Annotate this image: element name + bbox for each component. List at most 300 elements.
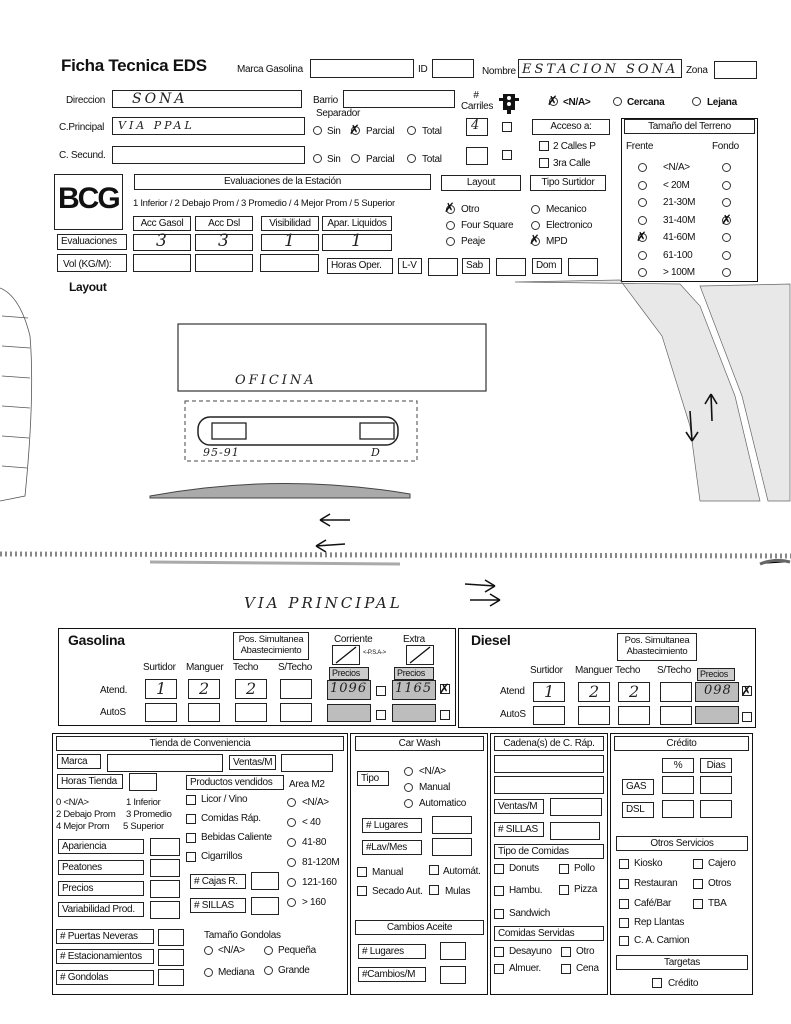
area-3-radio[interactable] <box>287 858 296 867</box>
carwash-title: Car Wash <box>355 736 484 751</box>
terreno-option-label: 31-40M <box>663 214 696 226</box>
carwash-secado-check[interactable] <box>357 886 367 896</box>
diesel-atend-value: 1 <box>544 682 558 701</box>
nombre-label: Nombre <box>482 66 516 77</box>
diesel-autos-s-techo[interactable] <box>660 706 692 725</box>
area-4-radio[interactable] <box>287 878 296 887</box>
vol-field-3[interactable] <box>195 254 253 272</box>
servida-almuer-label: Almuer. <box>509 963 541 974</box>
precio-extra-mark: ✗ <box>439 682 450 697</box>
cadena-title: Cadena(s) de C. Ráp. <box>494 736 604 751</box>
area-0-radio[interactable] <box>287 798 296 807</box>
gasolina-autos-techo[interactable] <box>235 703 267 722</box>
rating-variabilidad-prod-field[interactable] <box>150 901 180 919</box>
carriles-secundaria-check[interactable] <box>502 150 512 160</box>
lejana-label: Lejana <box>707 97 737 108</box>
cajas-label: # Cajas R. <box>190 874 246 889</box>
puertas-field[interactable] <box>158 929 184 946</box>
rating-peatones-field[interactable] <box>150 859 180 877</box>
frente-radio-0[interactable] <box>638 163 647 172</box>
comidas-servidas-title: Comidas Servidas <box>494 926 604 941</box>
carwash-lav-label: #Lav/Mes <box>362 840 422 855</box>
surtidor-electronico-label: Electronico <box>546 220 593 231</box>
fondo-radio-1[interactable] <box>722 181 731 190</box>
frente-radio-5[interactable] <box>638 251 647 260</box>
area-4-label: 121-160 <box>302 877 337 888</box>
eval-col-apar-liquidos: Apar. Liquidos <box>322 216 392 231</box>
producto-comidas-r-p-label: Comidas Ráp. <box>201 813 261 824</box>
servicio-rep-llantas-label: Rep Llantas <box>634 917 685 928</box>
comida-pizza-label: Pizza <box>574 884 597 895</box>
carwash-manual-label: Manual <box>372 867 403 878</box>
zona-field[interactable] <box>714 61 757 79</box>
servicio-kiosko-check[interactable] <box>619 859 629 869</box>
producto-cigarrillos-label: Cigarrillos <box>201 851 243 862</box>
credito-title: Crédito <box>614 736 749 751</box>
direccion-label: Direccion <box>66 95 105 106</box>
cadena-sillas-field[interactable] <box>550 822 600 840</box>
diesel-autos-techo[interactable] <box>618 706 650 725</box>
cadena-field-2[interactable] <box>494 776 604 794</box>
tarjeta-credito-label: Crédito <box>668 978 699 989</box>
tienda-horas-field[interactable] <box>129 773 157 791</box>
sillas-tienda-field[interactable] <box>251 897 279 915</box>
gondolas-label: # Gondolas <box>56 970 154 985</box>
carwash-secado-label: Secado Aut. <box>372 886 423 897</box>
servida-desayuno-check[interactable] <box>494 947 504 957</box>
eval-col-acc-gasol: Acc Gasol <box>133 216 191 231</box>
surtidor-electronico-radio[interactable] <box>531 221 540 230</box>
gasolina-autos-manguer[interactable] <box>188 703 220 722</box>
carwash-manual-check[interactable] <box>357 867 367 877</box>
vol-field-2[interactable] <box>133 254 191 272</box>
carwash-mulas-label: Mulas <box>445 886 471 897</box>
frente-label: Frente <box>626 141 654 152</box>
secundaria-sin-radio[interactable] <box>313 154 322 163</box>
vol-field-1[interactable] <box>57 254 127 272</box>
gasolina-title: Gasolina <box>68 632 125 648</box>
sillas-tienda-label: # SILLAS <box>190 898 246 913</box>
servicio-otros-check[interactable] <box>693 879 703 889</box>
rating-apariencia-label: Apariencia <box>58 839 144 854</box>
credito-gas-pct[interactable] <box>662 776 694 794</box>
servida-desayuno-label: Desayuno <box>509 946 552 957</box>
comida-pizza-check[interactable] <box>559 885 569 895</box>
tamano-mediana-label: Mediana <box>218 967 255 978</box>
eval-value-acc-gasol: 3 <box>156 231 170 251</box>
gasolina-col-techo: Techo <box>233 662 259 673</box>
precio-corriente-autos[interactable] <box>327 704 371 722</box>
diesel-precio-mark: ✗ <box>741 684 752 699</box>
gondolas-field[interactable] <box>158 969 184 986</box>
surtidor-mecanico-radio[interactable] <box>531 205 540 214</box>
secundaria-field[interactable] <box>112 146 305 164</box>
comida-sandwich-check[interactable] <box>494 909 504 919</box>
road-line <box>0 554 791 556</box>
diesel-col-s-techo: S/Techo <box>657 665 692 676</box>
precio-extra-autos-check[interactable] <box>440 710 450 720</box>
puertas-label: # Puertas Neveras <box>56 929 154 944</box>
evaluaciones-legend: 1 Inferior / 2 Debajo Prom / 3 Promedio / 4 Mejor Prom / 5 Superior <box>133 198 395 209</box>
precio-extra-label: Precios <box>394 667 434 680</box>
layout-four-square-label: Four Square <box>461 220 514 231</box>
secundaria-total-radio[interactable] <box>407 154 416 163</box>
diesel-pos-label: Pos. Simultanea Abastecimiento <box>617 633 697 661</box>
separador-label: Separador <box>316 108 360 119</box>
cadena-field-1[interactable] <box>494 755 604 773</box>
secundaria-sin-label: Sin <box>327 154 341 165</box>
bcg-logo: BCG <box>58 182 119 215</box>
sketch-title: Layout <box>69 280 107 294</box>
gasolina-atend-label: Atend. <box>100 685 128 696</box>
diesel-col-surtidor: Surtidor <box>530 665 563 676</box>
carwash-mulas-check[interactable] <box>429 885 439 895</box>
gasolina-atend-value: 2 <box>246 679 260 698</box>
marca-field[interactable] <box>310 59 414 78</box>
pump-right-label: D <box>371 446 383 459</box>
diesel-atend-label: Atend <box>500 686 525 697</box>
carwash-tipo-automatico-radio[interactable] <box>404 799 413 808</box>
scale-label-0: 0 <N/A> <box>56 797 89 808</box>
layout-otro-mark: ✗ <box>444 201 455 216</box>
diesel-atend-value: 2 <box>629 682 643 701</box>
evaluaciones-row-label: Evaluaciones <box>57 234 127 250</box>
sab-field[interactable] <box>496 258 526 276</box>
precio-corriente-value: 1096 <box>330 681 368 696</box>
servicio-tba-label: TBA <box>708 898 727 909</box>
terreno-option-label: 41-60M <box>663 232 696 243</box>
vol-label: Vol (KG/M): <box>63 259 112 270</box>
corriente-slash-icon <box>332 645 360 665</box>
dom-field[interactable] <box>568 258 598 276</box>
principal-sin-radio[interactable] <box>313 126 322 135</box>
credito-gas-dias[interactable] <box>700 776 732 794</box>
carwash-tipo-n-a-label: <N/A> <box>419 766 446 777</box>
fondo-radio-4[interactable] <box>722 233 731 242</box>
rating-precios-field[interactable] <box>150 880 180 898</box>
sab-label: Sab <box>462 258 490 274</box>
carwash-tipo-label: Tipo <box>357 771 389 786</box>
area-2-label: 41-80 <box>302 837 327 848</box>
cadena-sillas-label: # SILLAS <box>494 822 544 837</box>
targetas-title: Targetas <box>616 955 748 970</box>
secundaria-parcial-radio[interactable] <box>351 154 360 163</box>
comida-donuts-label: Donuts <box>509 863 539 874</box>
credito-dsl-pct[interactable] <box>662 800 694 818</box>
pump-island <box>198 417 398 445</box>
tamano-grande-radio[interactable] <box>264 966 273 975</box>
tercera-calle-check[interactable] <box>539 158 549 168</box>
tienda-ventas-field[interactable] <box>281 754 333 772</box>
tamano-n-a-radio[interactable] <box>204 946 213 955</box>
rating-apariencia-field[interactable] <box>150 838 180 856</box>
traffic-light-icon <box>497 92 521 114</box>
tamano-peque-a-radio[interactable] <box>264 946 273 955</box>
producto-bebidas-caliente-label: Bebidas Caliente <box>201 832 272 843</box>
eval-col-acc-dsl: Acc Dsl <box>195 216 253 231</box>
producto-comidas-r-p-check[interactable] <box>186 814 196 824</box>
terreno-option-label: 21-30M <box>663 197 696 208</box>
comida-pollo-label: Pollo <box>574 863 595 874</box>
cambios-mes-field[interactable] <box>440 966 466 984</box>
carwash-lugares-label: # Lugares <box>362 818 422 833</box>
area-label: Area M2 <box>289 779 325 790</box>
carwash-tipo-manual-radio[interactable] <box>404 783 413 792</box>
scale-label-3: 3 Promedio <box>126 809 172 820</box>
dom-label: Dom <box>532 258 562 274</box>
precio-corriente-autos-check[interactable] <box>376 710 386 720</box>
area-1-radio[interactable] <box>287 818 296 827</box>
credito-pct-label: % <box>662 758 694 773</box>
distance-na-label: <N/A> <box>563 97 591 108</box>
terreno-option-label: > 100M <box>663 267 695 278</box>
direccion-value: SONA <box>132 91 188 107</box>
carwash-automat-check[interactable] <box>429 865 439 875</box>
terreno-option-label: 61-100 <box>663 249 693 261</box>
gasolina-autos-surtidor[interactable] <box>145 703 177 722</box>
cambios-lugares-field[interactable] <box>440 942 466 960</box>
scale-label-2: 2 Debajo Prom <box>56 809 116 820</box>
area-5-radio[interactable] <box>287 898 296 907</box>
gasolina-autos-s-techo[interactable] <box>280 703 312 722</box>
fondo-radio-5[interactable] <box>722 251 731 260</box>
fondo-mark: ✗ <box>721 213 732 228</box>
diesel-col-manguer: Manguer <box>575 665 613 676</box>
servicio-c-a-camion-check[interactable] <box>619 936 629 946</box>
frente-radio-1[interactable] <box>638 181 647 190</box>
estacionamientos-field[interactable] <box>158 949 184 966</box>
precio-corriente-check[interactable] <box>376 686 386 696</box>
comida-sandwich-label: Sandwich <box>509 908 550 919</box>
extra-slash-icon <box>406 645 434 665</box>
carwash-lav-field[interactable] <box>432 838 472 856</box>
carwash-tipo-manual-label: Manual <box>419 782 450 793</box>
cambios-mes-label: #Cambios/M <box>358 967 426 982</box>
psa-label: <-P.S.A-> <box>363 650 386 656</box>
servicio-c-a-camion-label: C. A. Camion <box>634 935 690 946</box>
secundaria-label: C. Secund. <box>59 150 106 161</box>
frente-radio-2[interactable] <box>638 198 647 207</box>
tarjeta-credito-check[interactable] <box>652 978 662 988</box>
fondo-radio-0[interactable] <box>722 163 731 172</box>
cajas-field[interactable] <box>251 872 279 890</box>
oficina-building <box>178 324 486 391</box>
diesel-title: Diesel <box>471 632 511 648</box>
credito-dsl-dias[interactable] <box>700 800 732 818</box>
cambios-title: Cambios Aceite <box>355 920 484 935</box>
diesel-atend-s-techo[interactable] <box>660 682 692 702</box>
id-label: ID <box>418 64 428 75</box>
producto-cigarrillos-check[interactable] <box>186 852 196 862</box>
rating-variabilidad-prod-label: Variabilidad Prod. <box>58 902 144 917</box>
credito-dsl-label: DSL <box>622 802 654 818</box>
gasolina-col-surtidor: Surtidor <box>143 662 176 673</box>
carriles-secundaria-field[interactable] <box>466 147 488 165</box>
productos-label: Productos vendidos <box>186 775 284 790</box>
comida-donuts-check[interactable] <box>494 864 504 874</box>
principal-parcial-label: Parcial <box>366 126 395 137</box>
traffic-arrows <box>316 394 717 606</box>
producto-licor-vino-label: Licor / Vino <box>201 794 248 805</box>
layout-four-square-radio[interactable] <box>446 221 455 230</box>
producto-bebidas-caliente-check[interactable] <box>186 833 196 843</box>
servicio-kiosko-label: Kiosko <box>634 858 663 869</box>
diesel-precio-autos[interactable] <box>695 706 739 724</box>
diesel-atend-value: 2 <box>589 682 603 701</box>
left-road-edge <box>0 288 32 501</box>
area-2-radio[interactable] <box>287 838 296 847</box>
surtidor-mpd-label: MPD <box>546 236 568 247</box>
gasolina-col-s-techo: S/Techo <box>278 662 313 673</box>
scale-label-5: 5 Superior <box>123 821 164 832</box>
tienda-horas-label: Horas Tienda <box>57 774 123 789</box>
diesel-precio-autos-check[interactable] <box>742 712 752 722</box>
lv-label: L-V <box>398 258 422 274</box>
servicio-cajero-label: Cajero <box>708 858 736 869</box>
carriles-label: # Carriles <box>461 90 494 112</box>
servicio-cajero-check[interactable] <box>693 859 703 869</box>
servicio-restauran-check[interactable] <box>619 879 629 889</box>
zona-label: Zona <box>686 65 708 76</box>
secundaria-parcial-label: Parcial <box>366 154 395 165</box>
dos-calles-check[interactable] <box>539 141 549 151</box>
servicio-caf-bar-label: Café/Bar <box>634 898 672 909</box>
tienda-marca-field[interactable] <box>107 754 223 772</box>
acceso-header: Acceso a: <box>532 119 610 135</box>
nombre-value: ESTACION SONA <box>522 62 679 77</box>
lejana-radio[interactable] <box>692 97 701 106</box>
servicio-caf-bar-check[interactable] <box>619 899 629 909</box>
carriles-value: 4 <box>471 118 483 133</box>
tercera-calle-label: 3ra Calle <box>553 158 591 169</box>
servida-otro-check[interactable] <box>561 947 571 957</box>
area-3-label: 81-120M <box>302 857 340 868</box>
gasolina-pos-label: Pos. Simultanea Abastecimiento <box>233 632 309 660</box>
diesel-autos-manguer[interactable] <box>578 706 610 725</box>
precio-extra-value: 1165 <box>395 681 433 696</box>
tamano-n-a-label: <N/A> <box>218 945 245 956</box>
gasolina-col-manguer: Manguer <box>186 662 224 673</box>
precio-corriente-label: Precios <box>329 667 369 680</box>
tamano-grande-label: Grande <box>278 965 310 976</box>
oficina-label: OFICINA <box>235 373 317 388</box>
diesel-col-techo: Techo <box>615 665 641 676</box>
lv-field[interactable] <box>428 258 458 276</box>
rating-peatones-label: Peatones <box>58 860 144 875</box>
comida-hambu-label: Hambu. <box>509 885 543 896</box>
curb-left <box>150 483 410 498</box>
tienda-marca-label: Marca <box>57 754 101 769</box>
gasolina-atend-s-techo[interactable] <box>280 679 312 699</box>
layout-peaje-radio[interactable] <box>446 237 455 246</box>
surtidor-mecanico-label: Mecanico <box>546 204 587 215</box>
diesel-autos-surtidor[interactable] <box>533 706 565 725</box>
servicio-tba-check[interactable] <box>693 899 703 909</box>
corriente-label: Corriente <box>334 634 373 645</box>
distance-na-mark: ✗ <box>547 94 558 109</box>
servida-cena-check[interactable] <box>561 964 571 974</box>
pump-left-label: 95-91 <box>203 446 240 459</box>
layout-title: Layout <box>441 175 521 191</box>
dos-calles-label: 2 Calles P <box>553 141 596 152</box>
cercana-label: Cercana <box>627 97 665 108</box>
servicio-rep-llantas-check[interactable] <box>619 918 629 928</box>
servida-otro-label: Otro <box>576 946 595 957</box>
id-field[interactable] <box>432 59 474 78</box>
eval-col-visibilidad: Visibilidad <box>261 216 319 231</box>
surtidor-title: Tipo Surtidor <box>530 175 606 191</box>
carriles-principal-check[interactable] <box>502 122 512 132</box>
page-title: Ficha Tecnica EDS <box>61 56 207 75</box>
comida-pollo-check[interactable] <box>559 864 569 874</box>
marca-label: Marca Gasolina <box>237 64 303 75</box>
secundaria-total-label: Total <box>422 154 442 165</box>
credito-dias-label: Dias <box>700 758 732 773</box>
comida-hambu-check[interactable] <box>494 886 504 896</box>
principal-label: C.Principal <box>59 122 105 133</box>
horas-label: Horas Oper. <box>327 258 393 274</box>
tamano-mediana-radio[interactable] <box>204 968 213 977</box>
cadena-ventas-field[interactable] <box>550 798 602 816</box>
servida-cena-label: Cena <box>576 963 599 974</box>
carwash-lugares-field[interactable] <box>432 816 472 834</box>
gasolina-autos-label: AutoS <box>100 707 126 718</box>
carwash-tipo-automatico-label: Automatico <box>419 798 467 809</box>
gasolina-atend-value: 1 <box>156 679 170 698</box>
tienda-title: Tienda de Conveniencia <box>56 736 344 751</box>
principal-parcial-mark: ✗ <box>349 123 360 138</box>
scale-label-4: 4 Mejor Prom <box>56 821 110 832</box>
via-principal-label: VIA PRINCIPAL <box>244 594 403 612</box>
diesel-precio-value: 098 <box>704 683 732 698</box>
eval-value-acc-dsl: 3 <box>218 231 232 251</box>
area-0-label: <N/A> <box>302 797 329 808</box>
tienda-ventas-label: Ventas/M <box>229 755 276 770</box>
gasolina-atend-value: 2 <box>199 679 213 698</box>
scale-label-1: 1 Inferior <box>126 797 161 808</box>
area-5-label: > 160 <box>302 897 326 908</box>
principal-value: VIA PPAL <box>118 119 195 132</box>
tipo-comidas-title: Tipo de Comidas <box>494 844 604 859</box>
frente-radio-3[interactable] <box>638 216 647 225</box>
cambios-lugares-label: # Lugares <box>358 944 426 959</box>
layout-peaje-label: Peaje <box>461 236 486 247</box>
rating-precios-label: Precios <box>58 881 144 896</box>
credito-gas-label: GAS <box>622 779 654 795</box>
servida-almuer-check[interactable] <box>494 964 504 974</box>
surtidor-mpd-mark: ✗ <box>529 233 540 248</box>
carwash-automat-label: Automát. <box>443 866 481 877</box>
precio-extra-autos[interactable] <box>392 704 436 722</box>
frente-mark: ✗ <box>636 230 647 245</box>
cadena-ventas-label: Ventas/M <box>494 799 544 814</box>
tamano-peque-a-label: Pequeña <box>278 945 316 956</box>
principal-total-label: Total <box>422 126 442 137</box>
estacionamientos-label: # Estacionamientos <box>56 949 154 964</box>
producto-licor-vino-check[interactable] <box>186 795 196 805</box>
vol-field-4[interactable] <box>260 254 319 272</box>
cercana-radio[interactable] <box>613 97 622 106</box>
fondo-label: Fondo <box>712 141 739 152</box>
layout-otro-label: Otro <box>461 204 480 215</box>
barrio-field[interactable] <box>343 90 455 108</box>
principal-total-radio[interactable] <box>407 126 416 135</box>
fondo-radio-2[interactable] <box>722 198 731 207</box>
layout-sketch <box>0 276 791 626</box>
terreno-option-label: < 20M <box>663 179 690 191</box>
eval-value-visibilidad: 1 <box>284 231 298 251</box>
carwash-tipo-n-a-radio[interactable] <box>404 767 413 776</box>
